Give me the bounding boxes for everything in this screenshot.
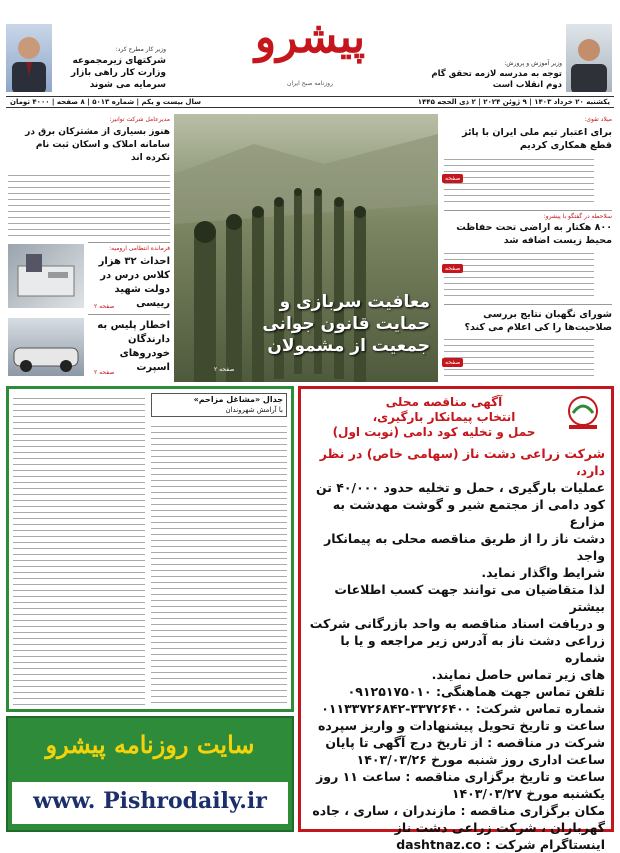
- ad-line: مکان برگزاری مناقصه : مازندران ، ساری ، جاده: [312, 803, 605, 818]
- story1-headline[interactable]: هنوز بسیاری از مشترکان برق در سامانه املاک و اسکان ثبت نام نکرده اند: [25, 127, 170, 163]
- right-story1-body: [444, 154, 594, 204]
- column-author: با آرامش شهروندان: [225, 406, 283, 414]
- story3-box: [88, 314, 170, 380]
- company-logo: [561, 395, 605, 431]
- right-story1-badge: صفحه: [442, 174, 463, 183]
- ad-title-3: حمل و تخلیه کود دامی (نوبت اول): [332, 425, 536, 439]
- right-story3-body: [444, 334, 594, 378]
- right-story3-badge: صفحه: [442, 358, 463, 367]
- ad-line: دشت ناز را از طریق مناقصه محلی به پیمانکار واجد: [324, 531, 605, 563]
- center-page-ref: صفحه ۲: [214, 366, 235, 373]
- dateline: یکشنبه ۲۰ خرداد ۱۴۰۳ | ۹ ژوئن ۲۰۲۴ | ۲ ذی الحجه ۱۴۴۵: [417, 98, 610, 106]
- ad-line: زراعی دشت ناز به آدرس زیر مراجعه و یا با شماره: [340, 633, 605, 665]
- ad-line: یکشنبه مورخ ۱۴۰۳/۰۳/۲۷: [451, 786, 605, 801]
- ad-line: شرکت زراعی دشت ناز (سهامی خاص) در نظر دارد،: [319, 446, 605, 478]
- ad-line: گهرباران ، شرکت زراعی دشت ناز: [394, 820, 605, 835]
- ad-line: شرکت در مناقصه : از تاریخ درج آگهی تا پایان: [325, 735, 605, 750]
- ad-line: شماره تماس شرکت: ۳۳۷۲۶۴۰۰-۰۱۱۳۳۷۲۶۸۴۲: [321, 701, 605, 716]
- ad-line: لذا متقاضیان می توانند جهت کسب اطلاعات بیشتر: [334, 582, 605, 614]
- website-label: سایت روزنامه پیشرو: [45, 730, 255, 759]
- center-headline-1[interactable]: معافیت سربازی و: [279, 292, 430, 312]
- story1-kicker: مدیرعامل شرکت توانیر:: [109, 116, 170, 123]
- story2-kicker: فرمانده انتظامی ارومیه:: [109, 245, 170, 252]
- story1-body: [8, 170, 170, 240]
- right-story2-kicker: سلاحطه در گفتگو با پیشرو:: [444, 210, 612, 221]
- column-body-left: [13, 393, 145, 707]
- right-column: [442, 114, 614, 382]
- column-body-right: [151, 421, 287, 707]
- left-column: [6, 114, 172, 382]
- right-person-headline: توجه به مدرسه لازمه تحقق گام دوم انقلاب است: [431, 69, 562, 90]
- tender-ad: [298, 386, 614, 852]
- column-title-box: [151, 393, 287, 417]
- police-photo: [8, 318, 84, 376]
- ad-body: [305, 445, 605, 853]
- portrait-left-photo: [6, 24, 52, 92]
- right-story2-headline[interactable]: ۸۰۰ هکتار به اراضی تحت حفاظت محیط زیست اضافه شد: [456, 222, 612, 246]
- story3-headline[interactable]: اخطار پلیس به دارندگان خودروهای اسپرت: [97, 320, 170, 373]
- ad-line: تلفن تماس جهت هماهنگی: ۰۹۱۲۵۱۷۵۰۱۰: [347, 684, 605, 699]
- ad-line: ساعت و تاریخ برگزاری مناقصه : ساعت ۱۱ روز: [316, 769, 605, 784]
- news-photo: [8, 244, 84, 308]
- right-story3-headline[interactable]: شورای نگهبان نتایج بررسی صلاحیت‌ها را کی اعلام می کند؟: [444, 304, 612, 334]
- right-story1-kicker: میلاد تقوی:: [584, 116, 612, 123]
- ad-line: ساعت و تاریخ تحویل پیشنهادات و واریز سپرده: [318, 718, 605, 733]
- website-banner[interactable]: [6, 716, 294, 832]
- column-article: [6, 386, 294, 712]
- ad-line: ساعت اداری روز شنبه مورخ ۱۴۰۳/۰۳/۲۶: [356, 752, 605, 767]
- ad-line[interactable]: اینستاگرام شرکت : dashtnaz.co: [396, 837, 605, 852]
- right-story2-body: [444, 248, 594, 296]
- ad-line: کود دامی از مجتمع شیر و گوشت مهدشت به مزارع: [332, 497, 605, 529]
- right-story1-headline[interactable]: برای اعتبار تیم ملی ایران با پائز قطع همکاری کردیم: [462, 127, 612, 151]
- ad-line: های زیر تماس حاصل نمایند.: [431, 667, 605, 682]
- ad-title-1: آگهی مناقصه محلی: [385, 395, 503, 409]
- left-person-headline: شرکتهای زیرمجموعه وزارت کار راهی بازار سرمایه می شوند: [70, 56, 166, 90]
- soldiers-photo: [174, 114, 438, 382]
- story2-box: [88, 242, 170, 312]
- left-person-role: وزیر کار مطرح کرد:: [115, 46, 166, 53]
- story2-headline[interactable]: احداث ۳۲ هزار کلاس درس در دولت شهید رییسی: [98, 256, 170, 309]
- portrait-right-photo: [566, 24, 612, 92]
- story2-page: صفحه ۲: [94, 303, 115, 310]
- issue-info: سال بیست و یکم | شماره ۵۰۱۳ | ۸ صفحه | ۴۰۰۰ تومان: [10, 98, 201, 106]
- ad-line: عملیات بارگیری ، حمل و تخلیه حدود ۴۰/۰۰۰ تن: [315, 480, 605, 495]
- right-person-role: وزیر آموزش و پرورش:: [504, 60, 562, 67]
- ad-line: شرایط واگذار نماید.: [481, 565, 605, 580]
- masthead: [0, 0, 620, 112]
- column-title: جدال «مشاغل مزاحم»: [193, 395, 283, 404]
- website-url-box: [12, 782, 288, 824]
- right-story2-badge: صفحه: [442, 264, 463, 273]
- story3-page: صفحه ۲: [94, 369, 115, 376]
- ad-line: و دریافت اسناد مناقصه به واحد بازرگانی شرکت: [309, 616, 605, 631]
- dateline-bar: [6, 96, 614, 108]
- website-url[interactable]: www. Pishrodaily.ir: [33, 788, 267, 814]
- center-headline-3[interactable]: جمعیت از مشمولان: [267, 336, 430, 356]
- ad-title-2: انتخاب پیمانکار بارگیری،: [372, 410, 516, 424]
- subtitle: روزنامه صبح ایران: [287, 80, 333, 87]
- center-headline-2[interactable]: حمایت قانون جوانی: [262, 314, 430, 334]
- page-title: پیشرو: [254, 12, 366, 63]
